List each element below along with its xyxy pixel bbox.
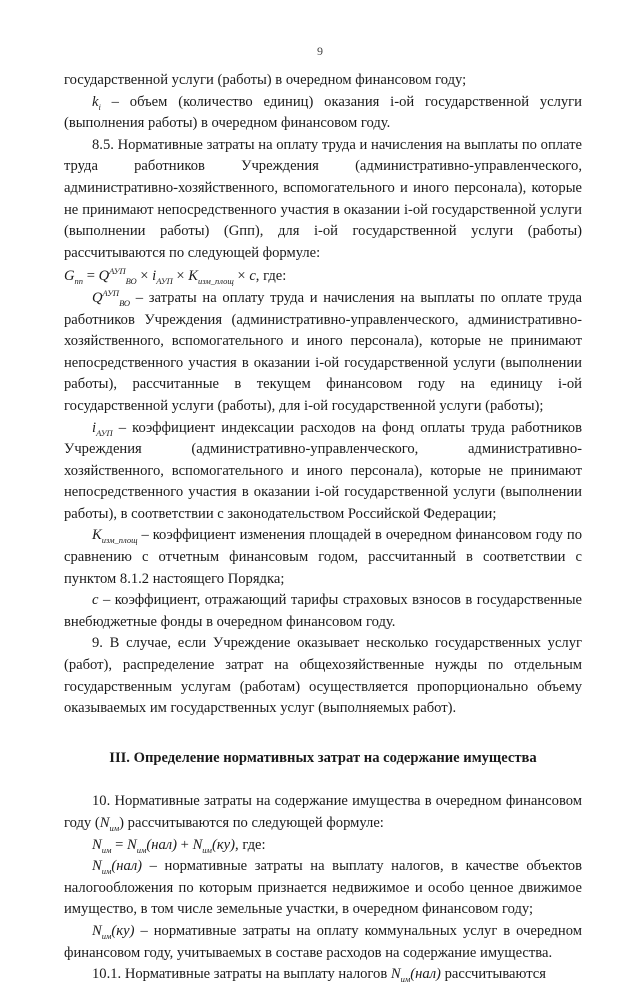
paragraph-8-5: 8.5. Нормативные затраты на оплату труда и начисления на выплаты по оплате труда работников Учреждения (административно-управленческого, административно-хозяйственного, вспомогательного и иного персонала), которые не принимают непосредственного участия в оказании i-ой государственной услуги (выполнении работы) (Gпп), для i-ой государственной услуги (работы) рассчитываются по следующей формуле: bbox=[64, 136, 582, 261]
definition-K: $K_{изм\_площ}$ – коэффициент изменения площадей в очередном финансовом году по сравнению с отчетным финансовым годом, рассчитанный в соответствии с пунктом 8.1.2 настоящего Порядка; bbox=[64, 527, 582, 587]
definition-k: $k_i$ – объем (количество единиц) оказания i-ой государственной услуги (выполнения работы) в очередном финансовом году. bbox=[64, 93, 582, 132]
definition-c: c – коэффициент, отражающий тарифы страховых взносов в государственные внебюджетные фонды в очередном финансовом году. bbox=[64, 592, 582, 630]
document-body bbox=[64, 70, 582, 986]
definition-N-ku: $N_{им}(ку)$ – нормативные затраты на оплату коммунальных услуг в очередном финансовом году, учитываемых в составе расходов на содержание имущества. bbox=[64, 922, 582, 961]
definition-N-nal: $N_{им}(нал)$ – нормативные затраты на выплату налогов, в качестве объектов налогообложения по которым признается недвижимое и особо ценное движимое имущество, в том числе земельные участки, в очередном финансовом году; bbox=[64, 858, 582, 918]
symbol-k: $k_i$ bbox=[92, 93, 101, 112]
formula-G: $G_{пп} = Q^{АУП}_{ВО} \times i_{АУП} \times K_{изм\_площ} \times c$, где: bbox=[64, 266, 287, 287]
definition-Q: $Q^{АУП}_{ВО}$ – затраты на оплату труда и начисления на выплаты по оплате труда работников Учреждения (административно-управленческого, административно-хозяйственного, вспомогательного и иного персонала), которые не принимают непосредственного участия в оказании i-ой государственной услуги (выполнении работы), рассчитанные в текущем финансовом году на единицу i-ой государственной услуги (работы), для i-ой государственной услуги (работы); bbox=[64, 288, 583, 414]
section-heading: III. Определение нормативных затрат на содержание имущества bbox=[109, 749, 537, 766]
page-number: 9 bbox=[317, 44, 323, 58]
paragraph-10-1: 10.1. Нормативные затраты на выплату налогов $N_{им}(нал)$ рассчитываются bbox=[92, 966, 546, 985]
paragraph-10: 10. Нормативные затраты на содержание имущества в очередном финансовом году $(N_{им})$ рассчитываются по следующей формуле: bbox=[64, 793, 582, 833]
formula-N: $N_{им} = N_{им}(нал) + N_{им}(ку)$, где: bbox=[92, 836, 266, 855]
definition-i: $i_{АУП}$ – коэффициент индексации расходов на фонд оплаты труда работников Учреждения (административно-управленческого, административно-хозяйственного, вспомогательного и иного персонала), которые не принимают непосредственного участия в оказании i-ой государственной услуги (выполнении работы), в соответствии с законодательством Российской Федерации; bbox=[64, 419, 582, 522]
paragraph-9: 9. В случае, если Учреждение оказывает несколько государственных услуг (работ), распределение затрат на общехозяйственные нужды по отдельным государственным услугам (работам) осуществляется пропорционально объему оказываемых им государственных услуг (выполняемых работ). bbox=[64, 635, 582, 717]
paragraph: государственной услуги (работы) в очередном финансовом году; bbox=[64, 72, 467, 88]
